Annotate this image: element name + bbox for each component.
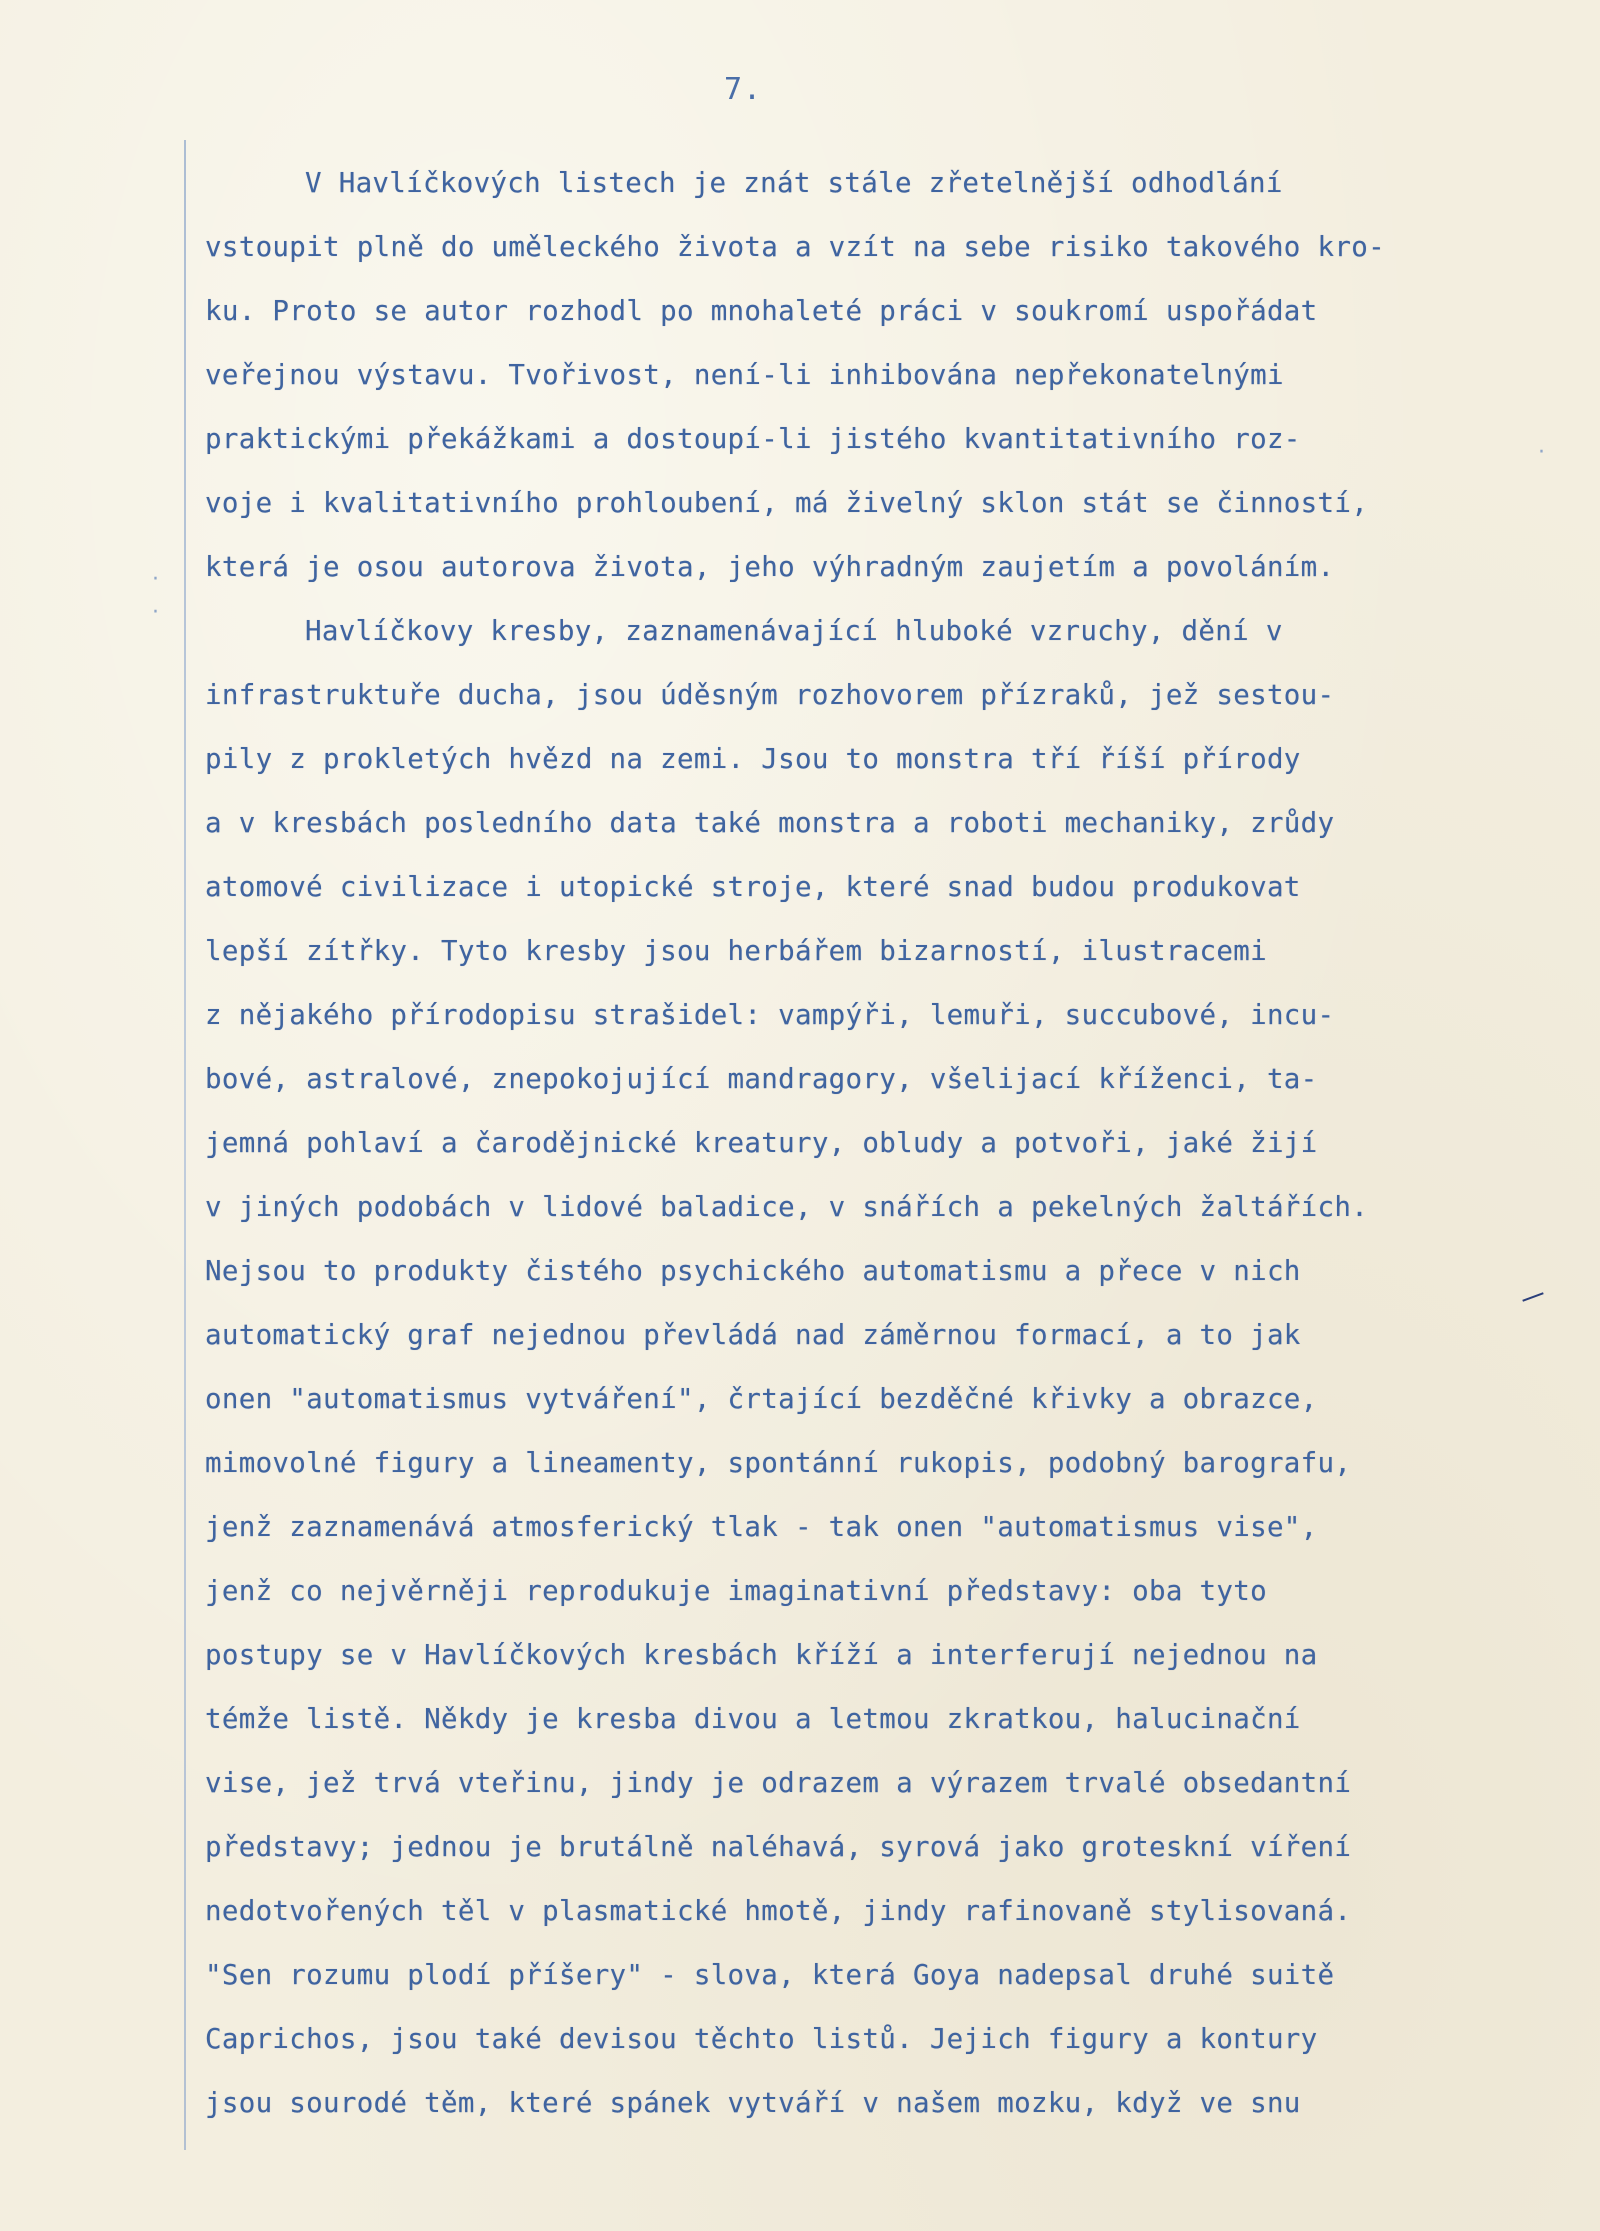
text-line: která je osou autorova života, jeho výhradným zaujetím a povoláním.	[205, 551, 1335, 583]
text-line: jsou sourodé těm, které spánek vytváří v našem mozku, když ve snu	[205, 2087, 1301, 2119]
text-line: praktickými překážkami a dostoupí-li jistého kvantitativního roz-	[205, 423, 1301, 455]
text-line: Havlíčkovy kresby, zaznamenávající hluboké vzruchy, dění v	[305, 615, 1283, 647]
text-line: jemná pohlaví a čarodějnické kreatury, obludy a potvoři, jaké žijí	[205, 1127, 1318, 1159]
text-line: z nějakého přírodopisu strašidel: vampýři, lemuři, succubové, incu-	[205, 999, 1335, 1031]
margin-speck: ·	[1538, 440, 1545, 465]
text-line: v jiných podobách v lidové baladice, v snářích a pekelných žaltářích.	[205, 1191, 1369, 1223]
text-line: a v kresbách posledního data také monstra a roboti mechaniky, zrůdy	[205, 807, 1335, 839]
text-line: jenž zaznamenává atmosferický tlak - tak onen "automatismus vise",	[205, 1511, 1318, 1543]
margin-speck: ·	[152, 567, 159, 592]
text-line: vise, jež trvá vteřinu, jindy je odrazem a výrazem trvalé obsedantní	[205, 1767, 1352, 1799]
text-line: bové, astralové, znepokojující mandragory, všelijací kříženci, ta-	[205, 1063, 1318, 1095]
page-number: 7.	[724, 72, 763, 107]
text-line: veřejnou výstavu. Tvořivost, není-li inhibována nepřekonatelnými	[205, 359, 1284, 391]
text-line: atomové civilizace i utopické stroje, které snad budou produkovat	[205, 871, 1301, 903]
text-line: pily z prokletých hvězd na zemi. Jsou to monstra tří říší přírody	[205, 743, 1301, 775]
text-line: postupy se v Havlíčkových kresbách kříží a interferují nejednou na	[205, 1639, 1318, 1671]
text-line: mimovolné figury a lineamenty, spontánní rukopis, podobný barografu,	[205, 1447, 1352, 1479]
text-line: nedotvořených těl v plasmatické hmotě, jindy rafinovaně stylisovaná.	[205, 1895, 1352, 1927]
text-line: Nejsou to produkty čistého psychického automatismu a přece v nich	[205, 1255, 1301, 1287]
text-line: jenž co nejvěrněji reprodukuje imaginativní představy: oba tyto	[205, 1575, 1267, 1607]
text-line: představy; jednou je brutálně naléhavá, syrová jako groteskní víření	[205, 1831, 1352, 1863]
text-line: vstoupit plně do uměleckého života a vzít na sebe risiko takového kro-	[205, 231, 1385, 263]
text-line: voje i kvalitativního prohloubení, má živelný sklon stát se činností,	[205, 487, 1369, 519]
text-line: V Havlíčkových listech je znát stále zřetelnější odhodlání	[305, 167, 1283, 199]
text-line: Caprichos, jsou také devisou těchto listů. Jejich figury a kontury	[205, 2023, 1318, 2055]
text-line: ku. Proto se autor rozhodl po mnohaleté práci v soukromí uspořádat	[205, 295, 1318, 327]
text-line: onen "automatismus vytváření", črtající bezděčné křivky a obrazce,	[205, 1383, 1318, 1415]
margin-speck: ·	[152, 600, 159, 625]
text-line: infrastruktuře ducha, jsou úděsným rozhovorem přízraků, jež sestou-	[205, 679, 1335, 711]
text-line: automatický graf nejednou převládá nad záměrnou formací, a to jak	[205, 1319, 1301, 1351]
text-line: "Sen rozumu plodí příšery" - slova, která Goya nadepsal druhé suitě	[205, 1959, 1335, 1991]
body-text	[205, 163, 1575, 2147]
text-line: témže listě. Někdy je kresba divou a letmou zkratkou, halucinační	[205, 1703, 1301, 1735]
text-line: lepší zítřky. Tyto kresby jsou herbářem bizarností, ilustracemi	[205, 935, 1267, 967]
margin-rule	[184, 140, 186, 2150]
